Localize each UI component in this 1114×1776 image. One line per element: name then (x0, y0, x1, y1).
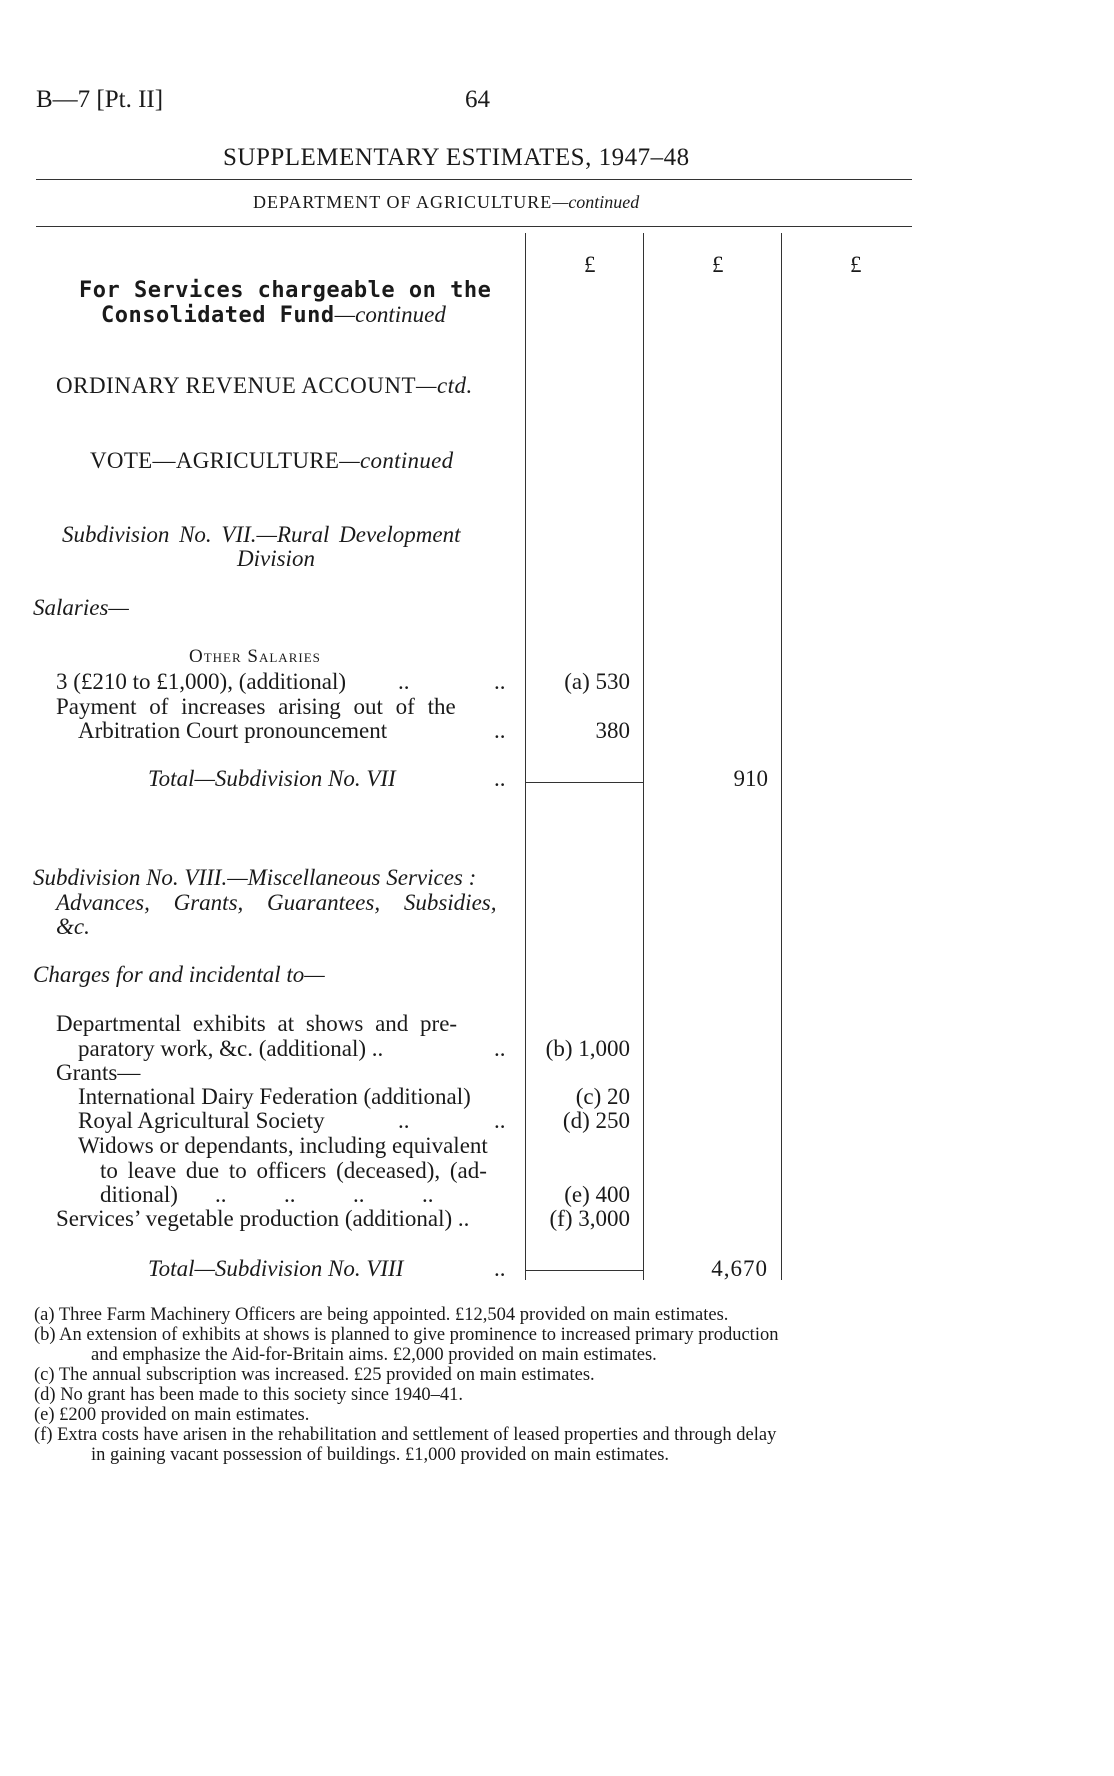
subdivision-7-total-rule (525, 782, 643, 783)
subdivision-8-total-rule (525, 1270, 643, 1271)
payment-item-dots: .. (494, 718, 506, 743)
departmental-exhibits-amount: (b) 1,000 (545, 1036, 630, 1061)
title-rule (36, 179, 912, 180)
subdivision-7-total-dots: .. (494, 766, 506, 791)
services-heading-line2 (101, 302, 446, 328)
ras-grant-dots-1: .. (398, 1108, 410, 1133)
services-heading-line1: For Services chargeable on the (79, 278, 492, 303)
subdivision-8-heading-line1: Subdivision No. VIII.—Miscellaneous Services : (33, 865, 477, 890)
currency-heading-2: £ (712, 252, 724, 277)
subdivision-7-heading-line2: Division (237, 546, 315, 571)
department-suffix: —continued (552, 192, 640, 212)
vote-label: VOTE—AGRICULTURE (90, 448, 340, 473)
subdivision-8-total-amount: 4,670 (711, 1256, 768, 1281)
services-heading-suffix: —continued (334, 302, 446, 327)
charges-heading: Charges for and incidental to— (33, 962, 325, 987)
column-rule-3 (781, 233, 782, 1280)
payment-item-line2: Arbitration Court pronouncement (78, 718, 388, 743)
widows-grant-line1: Widows or dependants, including equivalent (78, 1133, 488, 1158)
salaries-item-text: 3 (£210 to £1,000), (additional) (56, 669, 347, 694)
column-rule-2 (643, 233, 644, 1280)
page-number: 64 (465, 86, 490, 113)
departmental-exhibits-line2: paratory work, &c. (additional) .. (78, 1036, 384, 1061)
other-salaries-heading: Other Salaries (189, 646, 321, 667)
departmental-exhibits-line1: Departmental exhibits at shows and pre- (56, 1011, 458, 1036)
services-heading-fund: Consolidated Fund (101, 303, 335, 328)
account-heading (56, 373, 473, 399)
footnote-a: (a) Three Farm Machinery Officers are being appointed. £12,504 provided on main estimates. (34, 1305, 729, 1325)
departmental-exhibits-dots: .. (494, 1036, 506, 1061)
department-heading (253, 192, 639, 213)
ras-grant-amount: (d) 250 (562, 1108, 630, 1133)
grants-heading: Grants— (56, 1060, 141, 1085)
ras-grant-dots-2: .. (494, 1108, 506, 1133)
vegetable-production-text: Services’ vegetable production (additional) .. (56, 1206, 470, 1231)
footnote-f-line1: (f) Extra costs have arisen in the rehabilitation and settlement of leased properties and through delay (34, 1425, 777, 1445)
salaries-item-dots-2: .. (494, 669, 506, 694)
vote-heading (90, 448, 453, 474)
subdivision-8-total-dots: .. (494, 1256, 506, 1281)
payment-item-line1: Payment of increases arising out of the (56, 694, 456, 719)
department-rule (36, 226, 912, 227)
footnote-e: (e) £200 provided on main estimates. (34, 1405, 310, 1425)
department-name: DEPARTMENT OF AGRICULTURE (253, 192, 553, 212)
salaries-item-dots-1: .. (398, 669, 410, 694)
widows-grant-amount: (e) 400 (564, 1182, 630, 1207)
vegetable-production-amount: (f) 3,000 (549, 1206, 630, 1231)
currency-heading-1: £ (584, 252, 596, 277)
idf-grant-text: International Dairy Federation (additional) (78, 1084, 471, 1109)
footnote-c: (c) The annual subscription was increased. £25 provided on main estimates. (34, 1365, 595, 1385)
account-suffix: —ctd. (416, 373, 473, 398)
account-label: ORDINARY REVENUE ACCOUNT (56, 373, 416, 398)
footnote-f-line2: in gaining vacant possession of buildings. £1,000 provided on main estimates. (91, 1445, 670, 1465)
salaries-heading: Salaries— (33, 595, 129, 620)
vote-suffix: —continued (339, 448, 454, 473)
page-title: SUPPLEMENTARY ESTIMATES, 1947–48 (223, 144, 690, 171)
subdivision-8-total-label: Total—Subdivision No. VIII (148, 1256, 404, 1281)
subdivision-7-total-label: Total—Subdivision No. VII (148, 766, 396, 791)
widows-grant-line3: ditional) (100, 1182, 178, 1207)
footnote-b-line1: (b) An extension of exhibits at shows is planned to give prominence to increased primary production (34, 1325, 779, 1345)
payment-item-amount: 380 (595, 718, 630, 743)
subdivision-7-heading-line1: Subdivision No. VII.—Rural Development (62, 522, 461, 547)
footnote-b-line2: and emphasize the Aid-for-Britain aims. £2,000 provided on main estimates. (91, 1345, 657, 1365)
salaries-item-amount: (a) 530 (564, 669, 630, 694)
footnote-d: (d) No grant has been made to this society since 1940–41. (34, 1385, 463, 1405)
subdivision-8-heading-line3: &c. (56, 914, 90, 939)
document-reference: B—7 [Pt. II] (36, 86, 164, 113)
idf-grant-amount: (c) 20 (575, 1084, 630, 1109)
widows-grant-line2: to leave due to officers (deceased), (ad- (100, 1158, 487, 1183)
column-rule-1 (525, 233, 526, 1280)
ras-grant-text: Royal Agricultural Society (78, 1108, 325, 1133)
subdivision-8-heading-line2: Advances, Grants, Guarantees, Subsidies, (56, 890, 497, 915)
currency-heading-3: £ (850, 252, 862, 277)
widows-grant-dots: .. .. .. .. (215, 1182, 434, 1207)
subdivision-7-total-amount: 910 (733, 766, 768, 791)
